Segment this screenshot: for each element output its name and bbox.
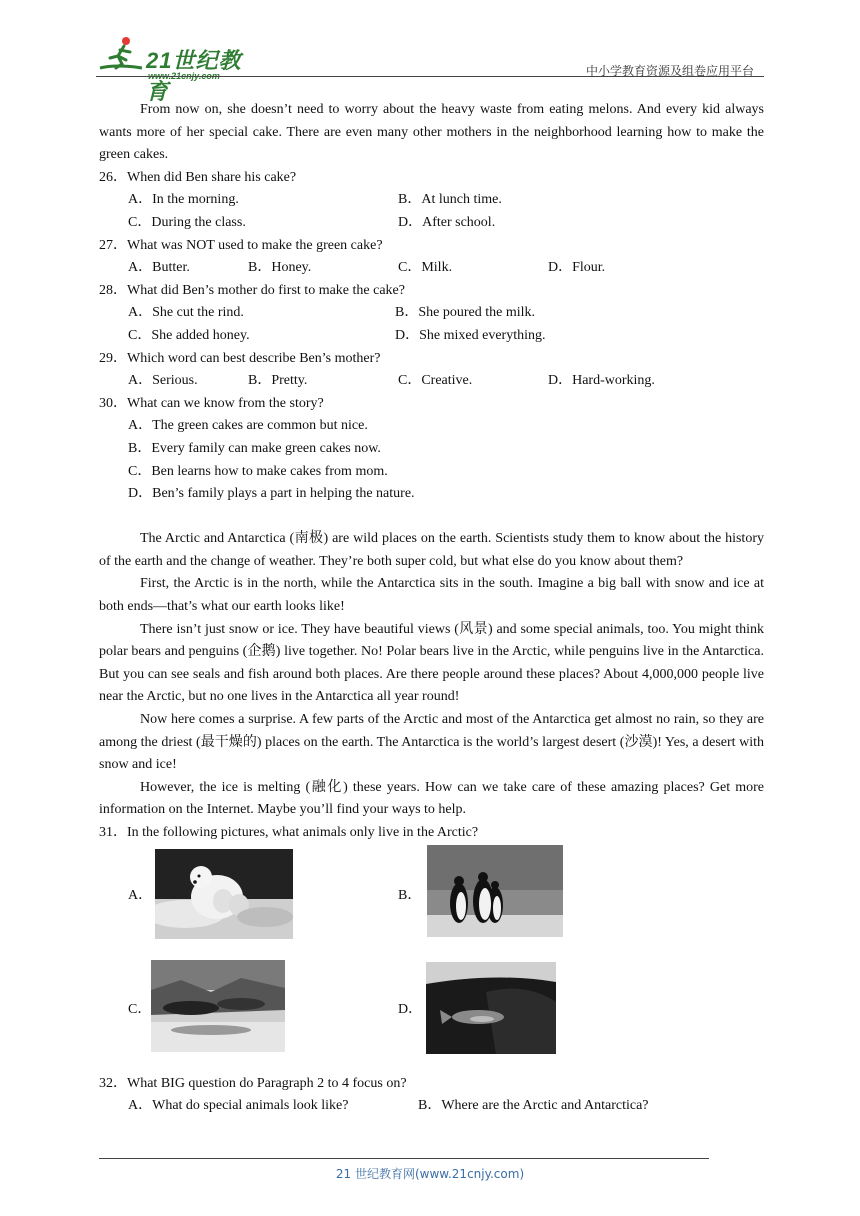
- page-header: [96, 28, 764, 104]
- option-27a: A．Butter.: [128, 260, 190, 276]
- option-26d: D．After school.: [398, 214, 496, 230]
- option-29a: A．Serious.: [128, 373, 198, 389]
- option-31a-label: A．: [128, 887, 153, 903]
- option-26a: A．In the morning.: [128, 192, 239, 208]
- option-29c: C．Creative.: [398, 373, 473, 389]
- option-29b: B．Pretty.: [248, 373, 308, 389]
- runner-logo-icon: [96, 34, 146, 76]
- question-30: 30．What can we know from the story?: [99, 395, 324, 411]
- option-32a: A．What do special animals look like?: [128, 1098, 349, 1114]
- option-26c: C．During the class.: [128, 214, 246, 230]
- option-27b: B．Honey.: [248, 260, 312, 276]
- option-26b: B．At lunch time.: [398, 192, 502, 208]
- passage-paragraph-2: First, the Arctic is in the north, while the Antarctica sits in the south. Imagine a big ball with snow and ice at both ends—that’s what our earth looks like!: [99, 576, 764, 615]
- option-28a: A．She cut the rind.: [128, 305, 244, 321]
- option-30a: A．The green cakes are common but nice.: [128, 418, 368, 434]
- option-28d: D．She mixed everything.: [395, 327, 546, 343]
- footer-divider: [99, 1158, 709, 1159]
- option-30c: C．Ben learns how to make cakes from mom.: [128, 463, 388, 479]
- logo-url: www.21cnjy.com: [148, 71, 220, 81]
- picture-options: [99, 847, 764, 1073]
- header-platform-text: 中小学教育资源及组卷应用平台: [585, 64, 754, 78]
- passage-paragraph-1: The Arctic and Antarctica (南极) are wild places on the earth. Scientists study them to know about the history of the earth and the change of weather. They’re both super cold, but what else do you know about them?: [99, 531, 764, 569]
- polar-bear-photo: [155, 849, 293, 939]
- option-28b: B．She poured the milk.: [395, 305, 535, 321]
- question-32: 32．What BIG question do Paragraph 2 to 4 focus on?: [99, 1075, 407, 1091]
- seals-photo: [151, 960, 285, 1052]
- penguins-photo: [427, 845, 563, 937]
- option-31c-label: C．: [128, 1001, 152, 1017]
- option-30b: B．Every family can make green cakes now.: [128, 440, 381, 456]
- logo-text: 21世纪教育: [146, 48, 242, 104]
- option-32b: B．Where are the Arctic and Antarctica?: [418, 1098, 649, 1114]
- page-footer: 21 世纪教育网(www.21cnjy.com): [335, 1167, 525, 1181]
- document-body: [99, 99, 764, 1118]
- option-29d: D．Hard-working.: [548, 373, 655, 389]
- passage-paragraph-5: However, the ice is melting (融化) these years. How can we take care of these amazing places? Get more information on the Internet. Maybe you’ll find your ways to help.: [99, 779, 764, 818]
- option-27c: C．Milk.: [398, 260, 453, 276]
- question-31: 31．In the following pictures, what animals only live in the Arctic?: [99, 825, 479, 840]
- option-31b-label: B．: [398, 887, 422, 903]
- option-28c: C．She added honey.: [128, 327, 250, 343]
- passage-paragraph-4: Now here comes a surprise. A few parts of the Arctic and most of the Antarctica get almost no rain, so they are among the driest (最干燥的) places on the earth. The Antarctica is the world’s largest desert (沙漠)! Yes, a desert with snow and ice!: [99, 712, 764, 773]
- option-30d: D．Ben’s family plays a part in helping the nature.: [128, 486, 415, 502]
- option-27d: D．Flour.: [548, 260, 606, 276]
- passage-paragraph: From now on, she doesn’t need to worry about the heavy waste from eating melons. And every kid always wants more of her special cake. There are even many other mothers in the neighborhood learning how to make the green cakes.: [99, 102, 764, 163]
- question-27: 27．What was NOT used to make the green cake?: [99, 237, 383, 253]
- whale-photo: [426, 962, 556, 1054]
- question-26: 26．When did Ben share his cake?: [99, 169, 297, 185]
- passage-paragraph-3: There isn’t just snow or ice. They have beautiful views (风景) and some special animals, too. You might think polar bears and penguins (企鹅) live together. No! Polar bears live in the Arctic, while penguins live in the Antarctica. But you can see seals and fish around both places. Are there people around these places? About 4,000,000 people live near the Arctic, but no one lives in the Antarctica all year round!: [99, 621, 764, 705]
- question-29: 29．Which word can best describe Ben’s mother?: [99, 350, 381, 366]
- question-28: 28．What did Ben’s mother do first to make the cake?: [99, 282, 405, 298]
- header-divider: [96, 76, 764, 77]
- site-logo: [96, 34, 256, 104]
- option-31d-label: D．: [398, 1001, 423, 1017]
